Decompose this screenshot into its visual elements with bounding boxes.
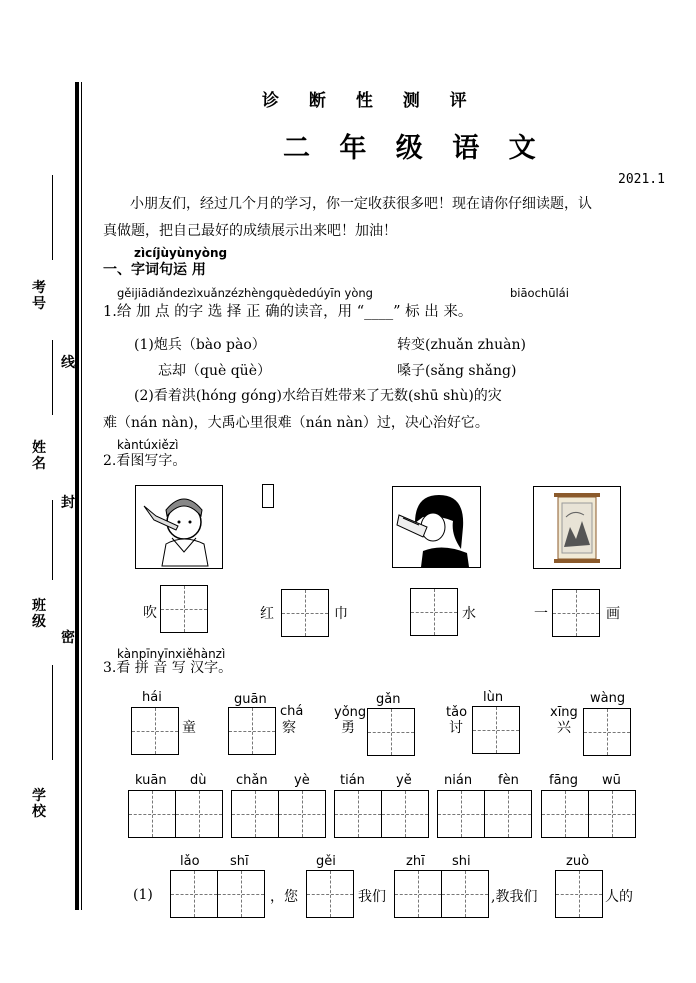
q3-r1-pinyin-6: tǎo: [446, 705, 468, 720]
q2-item-4-before: 一: [534, 606, 548, 622]
q3-r3-pinyin-4: zhī: [406, 854, 425, 869]
q3-r3-pinyin-3: gěi: [316, 854, 336, 869]
q3-r3-pinyin-6: zuò: [566, 854, 590, 869]
girl-drinking-picture: [392, 486, 481, 568]
label-class: 班级: [32, 598, 46, 630]
q3-r3-box-2[interactable]: [306, 870, 354, 918]
q2-answer-box-3[interactable]: [410, 588, 458, 636]
q3-r3-pinyin-2: shī: [230, 854, 249, 869]
q3-r2-pinyin-1b: dù: [190, 773, 207, 788]
binding-line-thin: [81, 82, 82, 910]
q3-r2-pinyin-4b: fèn: [498, 773, 519, 788]
q1-row2-left: 忘却（què qüè）: [158, 363, 271, 379]
q2-answer-box-2[interactable]: [281, 589, 329, 637]
blank-exam-number: [52, 175, 53, 260]
q1-pinyin: gěijiādiǎndezìxuǎnzézhèngquèdedúyīn yòng: [117, 286, 373, 300]
page-subtitle: 诊 断 性 测 评: [262, 91, 479, 111]
q3-r3-box-4[interactable]: [555, 870, 603, 918]
q1-instruction: 1.给 加 点 的字 选 择 正 确的读音，用 “____” 标 出 来。: [103, 304, 473, 320]
q1-pinyin-b: biāochūlái: [510, 286, 569, 300]
q2-instruction: 2.看图写字。: [103, 453, 187, 469]
blank-class: [52, 665, 53, 760]
q3-r2-pinyin-5a: fāng: [549, 773, 579, 788]
picture-placeholder-box: [262, 484, 274, 508]
label-school: 学校: [32, 788, 46, 820]
q3-r2-box-5b[interactable]: [588, 790, 636, 838]
q3-instruction: 3.看 拼 音 写 汉字。: [103, 660, 233, 676]
intro-line-2: 真做题，把自己最好的成绩展示出来吧！加油！: [103, 223, 397, 239]
q3-r2-box-1a[interactable]: [128, 790, 176, 838]
q3-r1-char-8: 兴: [557, 720, 571, 736]
q3-r3-text-4: 人的: [605, 889, 633, 905]
q3-r2-pinyin-4a: nián: [444, 773, 473, 788]
q3-r2-box-2a[interactable]: [231, 790, 279, 838]
q3-r1-box-1[interactable]: [131, 707, 179, 755]
q3-r3-text-3: ,教我们: [491, 889, 538, 905]
q1-row4: 难（nán nàn)，大禹心里很难（nán nàn）过，决心治好它。: [103, 415, 489, 431]
q3-r3-box-1b[interactable]: [217, 870, 265, 918]
q3-r1-char-3: 察: [282, 720, 296, 736]
q1-row1-left: (1)炮兵（bào pào）: [134, 337, 266, 353]
q2-item-3-after: 水: [462, 606, 476, 622]
q3-r3-pinyin-5: shi: [452, 854, 471, 869]
q3-r3-text-1: ，您: [270, 889, 298, 905]
q3-r1-pinyin-4: yǒng: [334, 705, 367, 720]
q3-r3-box-3a[interactable]: [394, 870, 442, 918]
q3-r1-pinyin-8: xīng: [550, 705, 578, 720]
q3-r1-box-3[interactable]: [367, 708, 415, 756]
intro-line-1: 小朋友们，经过几个月的学习，你一定收获很多吧！现在请你仔细读题，认: [130, 196, 592, 212]
q2-pinyin: kàntúxiězì: [117, 438, 179, 452]
q3-r3-box-1a[interactable]: [170, 870, 218, 918]
section-1-pinyin: zìcíjùyùnyòng: [134, 246, 228, 260]
q3-r1-pinyin-2: guān: [234, 692, 267, 707]
q3-r1-pinyin-9: wàng: [590, 691, 626, 706]
seal-secret-char: 密: [61, 630, 75, 646]
seal-line-char: 线: [61, 355, 75, 371]
q3-r3-text-2: 我们: [358, 889, 386, 905]
q3-r1-pinyin-5: gǎn: [376, 692, 401, 707]
q3-r2-pinyin-3a: tián: [340, 773, 365, 788]
q3-r1-pinyin-7: lùn: [483, 690, 504, 705]
q3-pinyin: kànpīnyīnxiěhànzì: [117, 647, 226, 661]
q3-r2-pinyin-5b: wū: [602, 773, 621, 788]
q3-r1-pinyin-1: hái: [142, 690, 162, 705]
q2-item-1-before: 吹: [143, 605, 157, 621]
q2-item-2-before: 红: [260, 606, 274, 622]
q3-r1-box-2[interactable]: [228, 707, 276, 755]
q1-row2-right: 嗓子(sǎng shǎng): [397, 363, 517, 379]
trumpet-boy-picture: [135, 485, 223, 569]
q3-r1-box-5[interactable]: [583, 708, 631, 756]
q3-r2-box-4b[interactable]: [484, 790, 532, 838]
page-title: 二 年 级 语 文: [283, 133, 546, 164]
scroll-painting-icon: [534, 487, 620, 568]
q3-r1-pinyin-3: chá: [280, 704, 304, 719]
q2-answer-box-4[interactable]: [552, 589, 600, 637]
exam-date: 2021.1: [618, 172, 665, 187]
q3-r2-box-5a[interactable]: [541, 790, 589, 838]
q3-r1-box-4[interactable]: [472, 706, 520, 754]
q2-item-2-after: 巾: [334, 606, 348, 622]
q3-r3-pinyin-1: lǎo: [180, 854, 200, 869]
q3-r2-pinyin-2a: chǎn: [236, 773, 268, 788]
scroll-painting-picture: [533, 486, 621, 569]
q3-r3-box-3b[interactable]: [441, 870, 489, 918]
q1-row1-right: 转变(zhuǎn zhuàn): [397, 337, 526, 353]
q2-answer-box-1[interactable]: [160, 585, 208, 633]
girl-drinking-icon: [393, 487, 480, 567]
q3-r2-box-2b[interactable]: [278, 790, 326, 838]
q3-r2-box-3b[interactable]: [381, 790, 429, 838]
q3-r1-char-6: 讨: [449, 720, 463, 736]
q3-r2-box-1b[interactable]: [175, 790, 223, 838]
blank-name-top: [52, 340, 53, 415]
q3-r2-box-3a[interactable]: [334, 790, 382, 838]
trumpet-boy-icon: [136, 486, 222, 568]
seal-seal-char: 封: [61, 495, 75, 511]
q3-r3-number: (1): [133, 887, 153, 903]
label-name: 姓名: [32, 440, 46, 472]
q3-r1-char-4: 勇: [341, 720, 355, 736]
q3-r2-box-4a[interactable]: [437, 790, 485, 838]
q3-r2-pinyin-2b: yè: [294, 773, 310, 788]
blank-name: [52, 500, 53, 580]
q1-row3: (2)看着洪(hóng góng)水给百姓带来了无数(shū shù)的灾: [134, 388, 502, 404]
section-1-title: 一、字词句运 用: [103, 262, 206, 278]
q2-item-4-after: 画: [606, 606, 620, 622]
q3-r2-pinyin-1a: kuān: [135, 773, 167, 788]
label-exam-number: 考号: [32, 280, 46, 312]
q3-r1-char-1: 童: [182, 720, 196, 736]
q3-r2-pinyin-3b: yě: [396, 773, 412, 788]
